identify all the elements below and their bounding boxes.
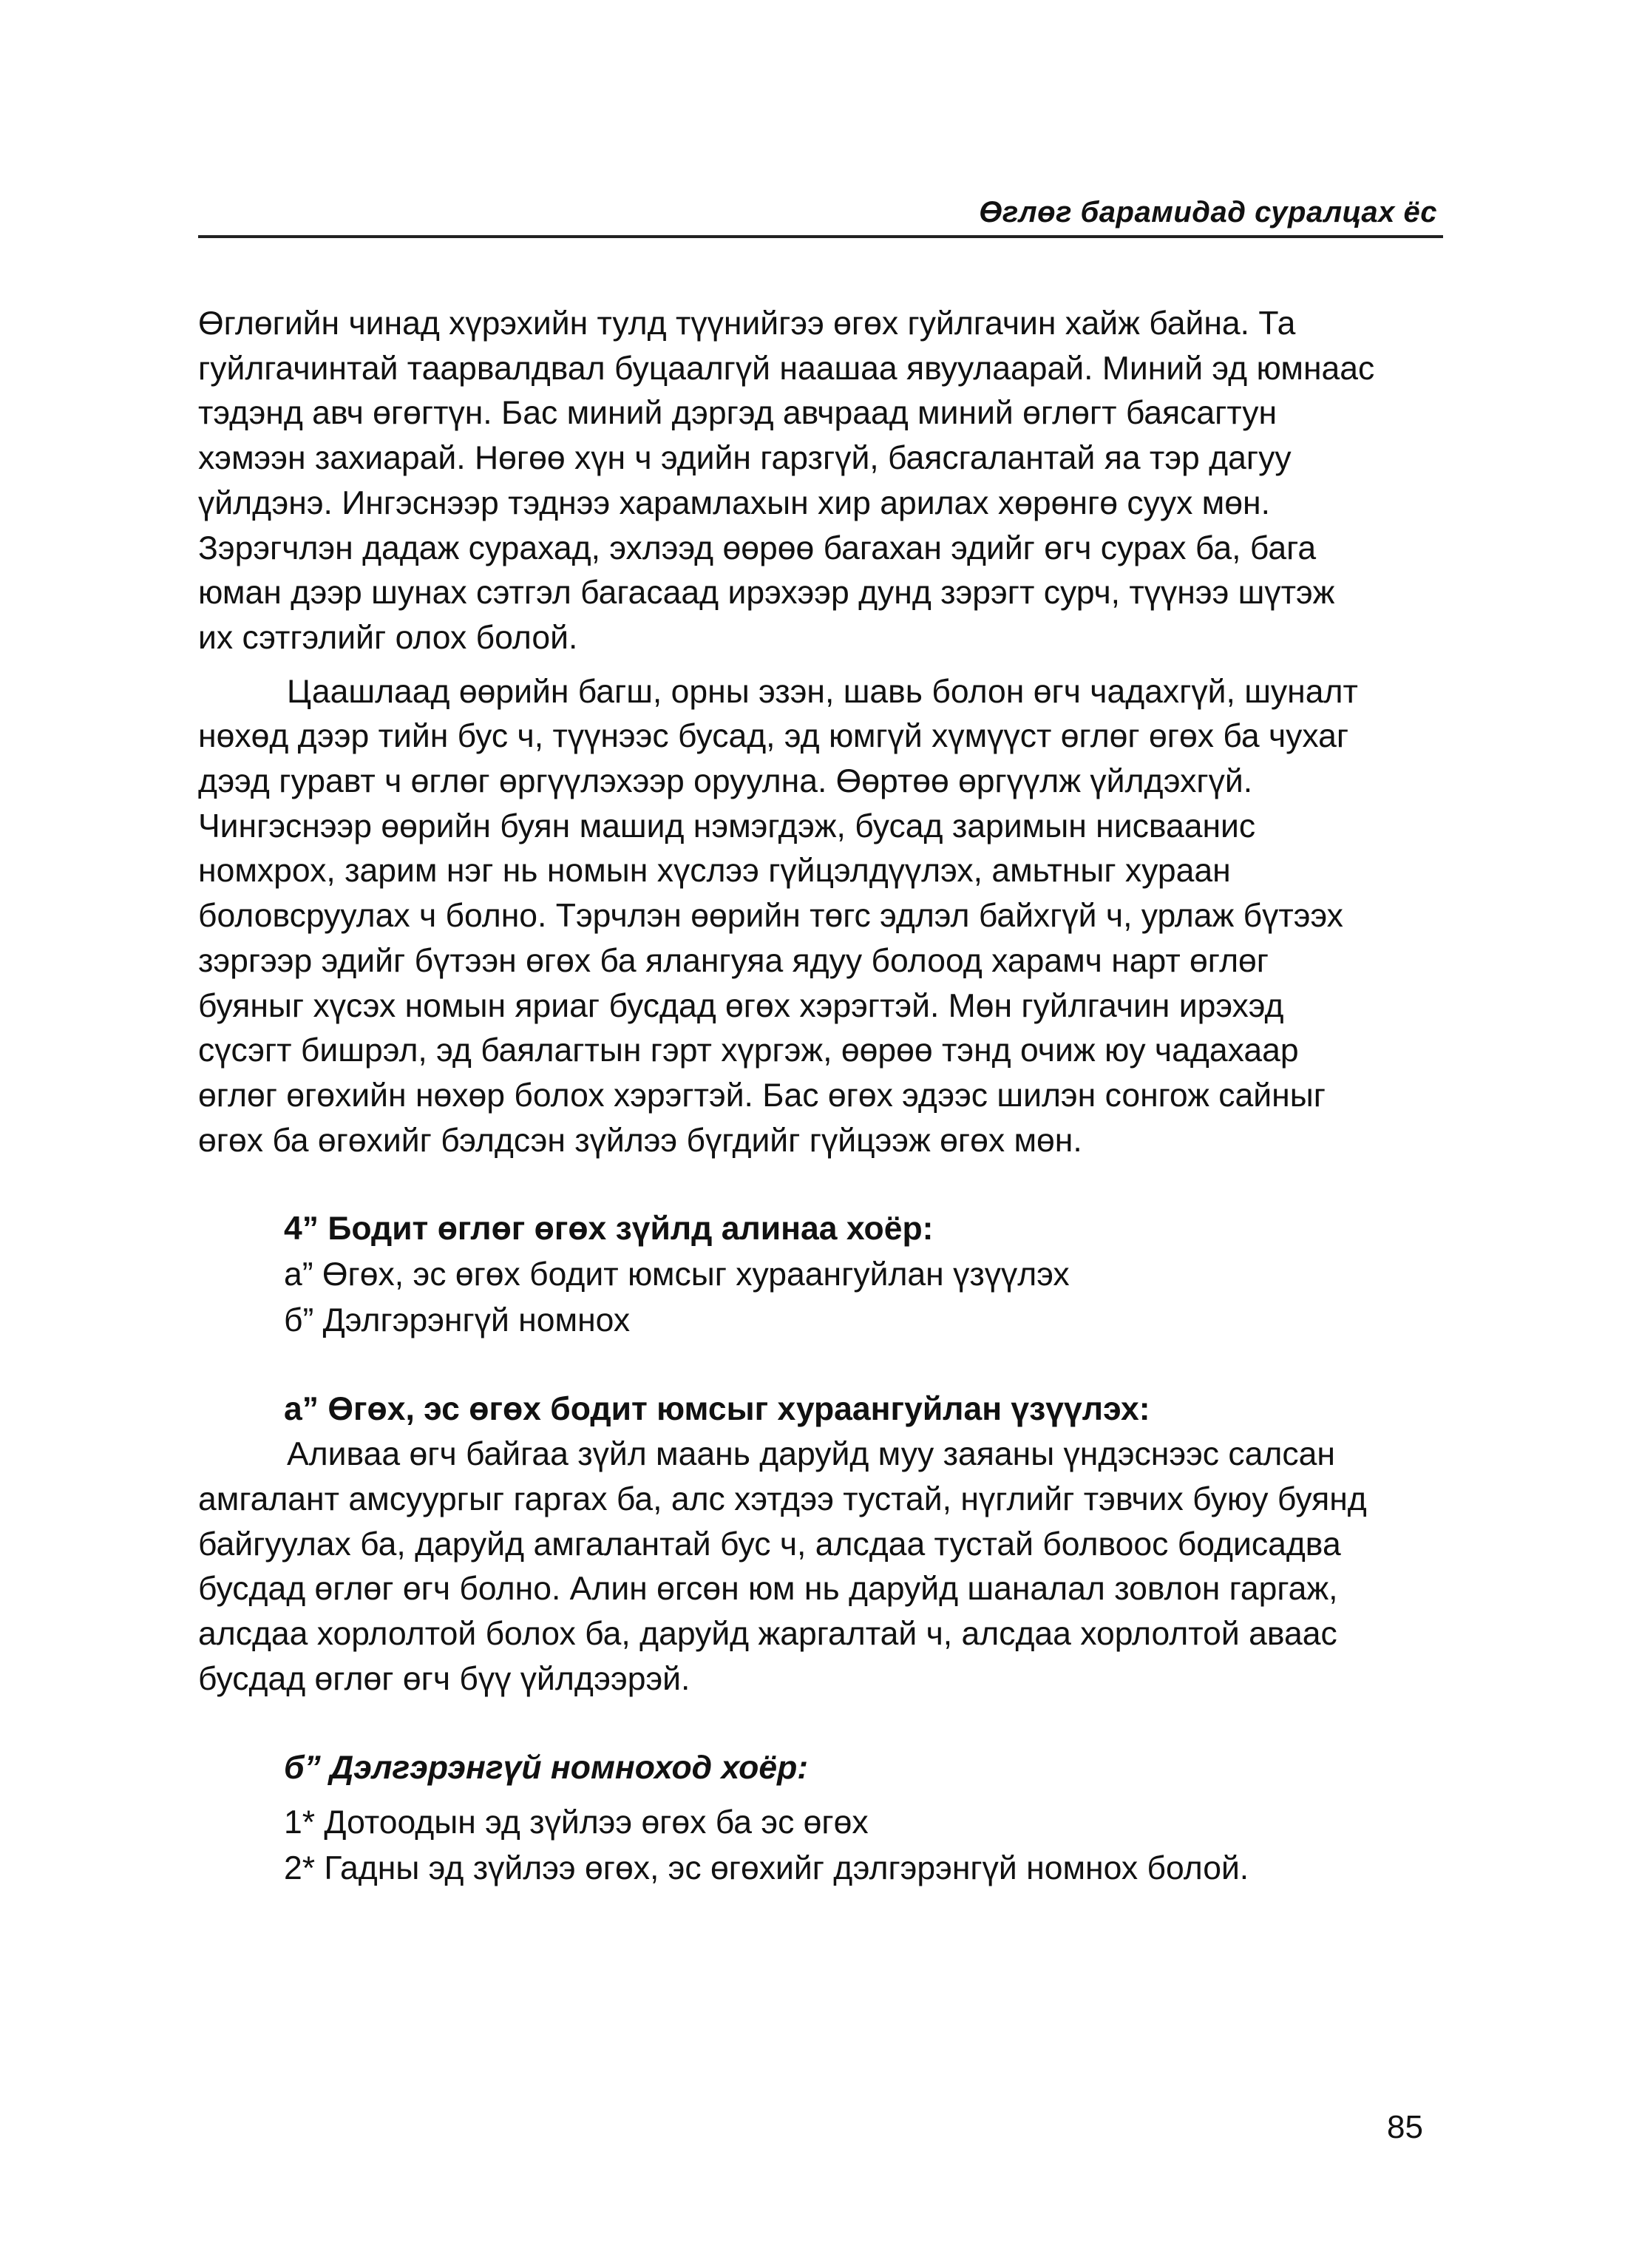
paragraph-line: бусдад өглөг өгч болно. Алин өгсөн юм нь даруйд шаналал зовлон гаргаж, [198, 1571, 1338, 1608]
paragraph-line: их сэтгэлийг олох болой. [198, 619, 578, 656]
paragraph-line: алсдаа хорлолтой болох ба, даруйд жаргалтай ч, алсдаа хорлолтой аваас [198, 1616, 1337, 1653]
section-4 [198, 1206, 1437, 1344]
page-body [198, 302, 1437, 1892]
section-heading: а” Өгөх, эс өгөх бодит юмсыг хураангуйлан үзүүлэх: [284, 1391, 1150, 1428]
list-item: б” Дэлгэрэнгүй номнох [284, 1302, 631, 1339]
paragraph-line: амгалант амсуургыг гаргах ба, алс хэтдээ тустай, нүглийг тэвчих буюу буянд [198, 1481, 1367, 1518]
running-header [198, 191, 1443, 238]
paragraph-line: Аливаа өгч байгаа зүйл маань даруйд муу заяаны үндэснээс салсан [287, 1436, 1335, 1473]
paragraph-line: сүсэгт бишрэл, эд баялагтын гэрт хүргэж, өөрөө тэнд очиж юу чадахаар [198, 1032, 1299, 1069]
paragraph-line: боловсруулах ч болно. Тэрчлэн өөрийн төгс эдлэл байхгүй ч, урлаж бүтээх [198, 898, 1343, 935]
paragraph-line: тэдэнд авч өгөгтүн. Бас миний дэргэд авчраад миний өглөгт баясагтун [198, 395, 1277, 432]
paragraph-line: Цаашлаад өөрийн багш, орны эзэн, шавь болон өгч чадахгүй, шуналт [287, 673, 1358, 710]
paragraph-line: буяныг хүсэх номын яриаг бусдад өгөх хэрэгтэй. Мөн гуйлгачин ирэхэд [198, 987, 1284, 1024]
section-heading: 4” Бодит өглөг өгөх зүйлд алинаа хоёр: [284, 1211, 934, 1248]
paragraph-line: өгөх ба өгөхийг бэлдсэн зүйлээ бүгдийг гүйцээж өгөх мөн. [198, 1122, 1082, 1159]
paragraph-line: өглөг өгөхийн нөхөр болох хэрэгтэй. Бас өгөх эдээс шилэн сонгож сайныг [198, 1077, 1326, 1114]
paragraph-line: Чингэснээр өөрийн буян машид нэмэгдэж, бусад заримын нисваанис [198, 808, 1256, 844]
paragraph-1 [198, 302, 1437, 661]
section-a [198, 1387, 1437, 1702]
section-b [198, 1745, 1437, 1892]
section-heading: б” Дэлгэрэнгүй номноход хоёр: [284, 1749, 809, 1786]
paragraph-line: зэргээр эдийг бүтээн өгөх ба ялангуяа ядуу болоод харамч нарт өглөг [198, 942, 1269, 979]
paragraph-line: үйлдэнэ. Ингэснээр тэднээ харамлахын хир арилах хөрөнгө суух мөн. [198, 484, 1270, 521]
paragraph-line: нөхөд дээр тийн бус ч, түүнээс бусад, эд юмгүй хүмүүст өглөг өгөх ба чухаг [198, 718, 1349, 755]
paragraph-line: гуйлгачинтай таарвалдвал буцаалгүй наашaa явуулаарай. Миний эд юмнаас [198, 350, 1375, 387]
running-title: Өглөг барамидад суралцах ёс [979, 196, 1437, 229]
paragraph-2 [198, 670, 1437, 1164]
page-number: 85 [1387, 2109, 1423, 2145]
paragraph-line: дээд гуравт ч өглөг өргүүлэхээр оруулна. Өөртөө өргүүлж үйлдэхгүй. [198, 763, 1253, 800]
list-item: а” Өгөх, эс өгөх бодит юмсыг хураангуйлан үзүүлэх [284, 1256, 1070, 1293]
paragraph-line: юман дээр шунах сэтгэл багасаад ирэхээр дунд зэрэгт сурч, түүнээ шүтэж [198, 575, 1335, 612]
paragraph-line: бусдад өглөг өгч бүү үйлдээрэй. [198, 1660, 690, 1697]
paragraph-line: Өглөгийн чинад хүрэхийн тулд түүнийгээ өгөх гуйлгачин хайж байна. Та [198, 305, 1296, 342]
list-item: 1* Дотоодын эд зүйлээ өгөх ба эс өгөх [284, 1804, 869, 1841]
paragraph-line: номхрох, зарим нэг нь номын хүслээ гүйцэлдүүлэх, амьтныг хураан [198, 853, 1231, 890]
paragraph-line: хэмээн захиарай. Нөгөө хүн ч эдийн гарзгүй, баясгалантай яа тэр дагуу [198, 440, 1292, 477]
paragraph-line: Зэрэгчлэн дадаж сурахад, эхлээд өөрөө багахан эдийг өгч сурах ба, бага [198, 529, 1317, 566]
paragraph-line: байгуулах ба, даруйд амгалантай бус ч, алсдаа тустай болвоос бодисадва [198, 1526, 1341, 1563]
list-item: 2* Гадны эд зүйлээ өгөх, эс өгөхийг дэлгэрэнгүй номнох болой. [284, 1849, 1249, 1886]
